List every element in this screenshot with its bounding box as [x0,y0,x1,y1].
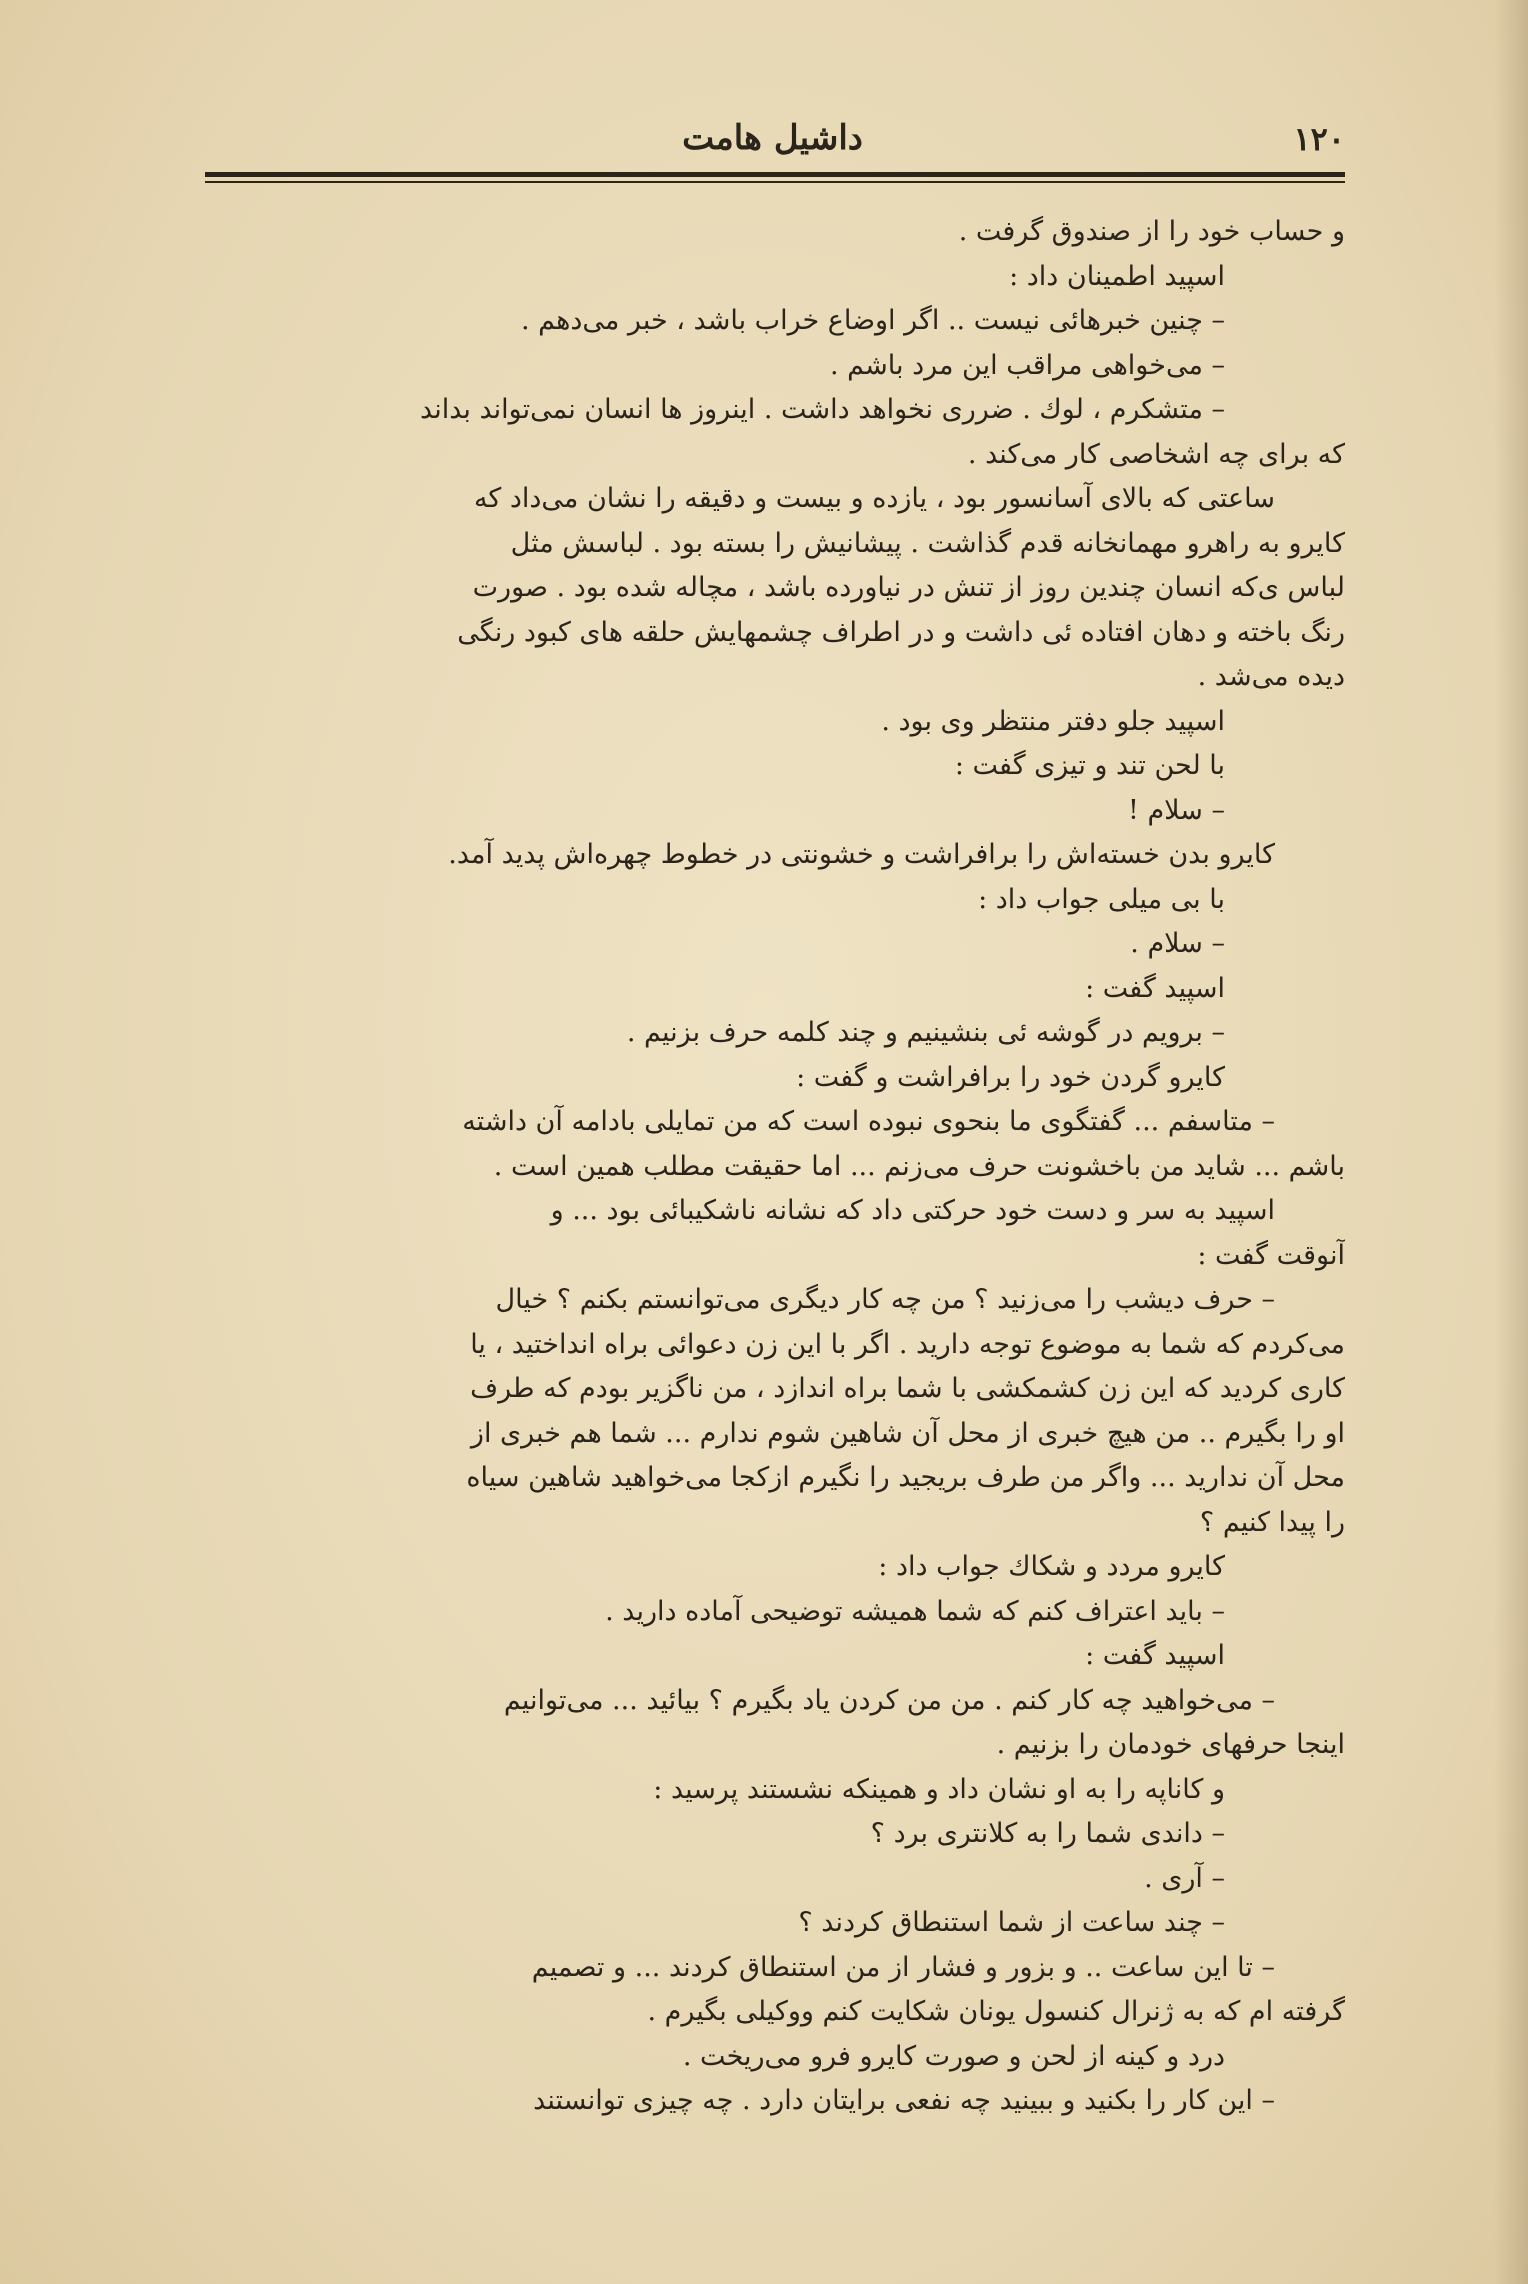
text-line: آنوقت گفت : [1197,1239,1345,1271]
header-rule-thick [205,172,1345,177]
text-line: کایرو مردد و شکاك جواب داد : [878,1551,1225,1582]
running-title: داشیل هامت [682,118,863,158]
text-line: باشم ... شاید من باخشونت حرف می‌زنم ... اما حقیقت مطلب همین است . [493,1150,1345,1182]
text-line: – تا این ساعت .. و بزور و فشار از من استنطاق کردند ... و تصمیم [531,1951,1275,1983]
text-line: اینجا حرفهای خودمان را بزنیم . [996,1729,1345,1760]
text-line: – برویم در گوشه ئی بنشینیم و چند کلمه حرف بزنیم . [626,1017,1225,1048]
body-text [175,210,1345,2124]
text-line: – باید اعتراف کنم که شما همیشه توضیحی آماده دارید . [605,1595,1225,1627]
text-line: اسپید اطمینان داد : [1009,260,1225,292]
text-line: می‌کردم که شما به موضوع توجه دارید . اگر با این زن دعوائی براه انداختید ، یا [470,1328,1345,1360]
text-line: کایرو گردن خود را برافراشت و گفت : [796,1061,1225,1093]
text-line: با بی میلی جواب داد : [978,883,1225,915]
text-line: ساعتی که بالای آسانسور بود ، یازده و بیست و دقیقه را نشان می‌داد که [473,483,1275,514]
text-line: اسپید گفت : [1085,972,1225,1004]
text-line: – چنین خبرهائی نیست .. اگر اوضاع خراب باشد ، خبر می‌دهم . [520,305,1225,336]
text-line: که برای چه اشخاصی کار می‌کند . [967,438,1345,470]
text-line: – سلام . [1130,928,1225,959]
text-line: – این کار را بکنید و ببینید چه نفعی برایتان دارد . چه چیزی توانستند [533,2085,1275,2116]
header-rule-thin [205,181,1345,183]
text-line: – داندی شما را به کلانتری برد ؟ [870,1818,1225,1849]
text-line: – سلام ! [1128,794,1225,826]
text-line: لباس ی‌که انسان چندین روز از تنش در نیاورده باشد ، مچاله شده بود . صورت [472,572,1345,603]
text-line: – می‌خواهی مراقب این مرد باشم . [830,349,1225,381]
text-line: دیده می‌شد . [1197,661,1345,692]
text-line: اسپید به سر و دست خود حرکتی داد که نشانه ناشکیبائی بود ... و [550,1195,1275,1226]
text-line: و کاناپه را به او نشان داد و همینکه نشستند پرسید : [653,1773,1225,1805]
text-line: درد و کینه از لحن و صورت کایرو فرو می‌ریخت . [682,2040,1225,2072]
text-line: محل آن ندارید ... واگر من طرف بریجید را نگیرم ازکجا می‌خواهید شاهین سیاه [466,1462,1345,1493]
text-line: گرفته ام که به ژنرال کنسول یونان شکایت کنم ووکیلی بگیرم . [647,1996,1345,2027]
text-line: – متشکرم ، لوك . ضرری نخواهد داشت . اینروز ها انسان نمی‌تواند بداند [420,394,1225,425]
page-number: ۱۲۰ [1293,120,1345,158]
text-line: – چند ساعت از شما استنطاق کردند ؟ [798,1907,1225,1938]
text-line: – آری . [1144,1862,1225,1894]
text-line: کایرو به راهرو مهمانخانه قدم گذاشت . پیشانیش را بسته بود . لباسش مثل [510,527,1345,559]
text-line: – می‌خواهید چه کار کنم . من من کردن یاد بگیرم ؟ بیائید ... می‌توانیم [503,1684,1275,1716]
text-line: – متاسفم ... گفتگوی ما بنحوی نبوده است که من تمایلی بادامه آن داشته [462,1106,1275,1137]
text-line: اسپید گفت : [1085,1640,1225,1671]
page-header [200,118,1345,178]
text-line: را پیدا کنیم ؟ [1199,1506,1345,1538]
text-line: اسپید جلو دفتر منتظر وی بود . [881,705,1225,737]
text-line: رنگ باخته و دهان افتاده ئی داشت و در اطراف چشمهایش حلقه های کبود رنگی [457,616,1345,648]
text-line: با لحن تند و تیزی گفت : [954,750,1225,781]
text-line: – حرف دیشب را می‌زنید ؟ من چه کار دیگری می‌توانستم بکنم ؟ خیال [495,1284,1275,1315]
text-line: و حساب خود را از صندوق گرفت . [958,216,1345,247]
text-line: کاری کردید که این زن کشمکشی با شما براه اندازد ، من ناگزیر بودم که طرف [470,1373,1345,1404]
text-line: کایرو بدن خسته‌اش را برافراشت و خشونتی در خطوط چهره‌اش پدید آمد. [448,839,1275,870]
page-edge-shadow [1494,0,1528,2284]
text-line: او را بگیرم .. من هیچ خبری از محل آن شاهین شوم ندارم ... شما هم خبری از [470,1417,1345,1449]
